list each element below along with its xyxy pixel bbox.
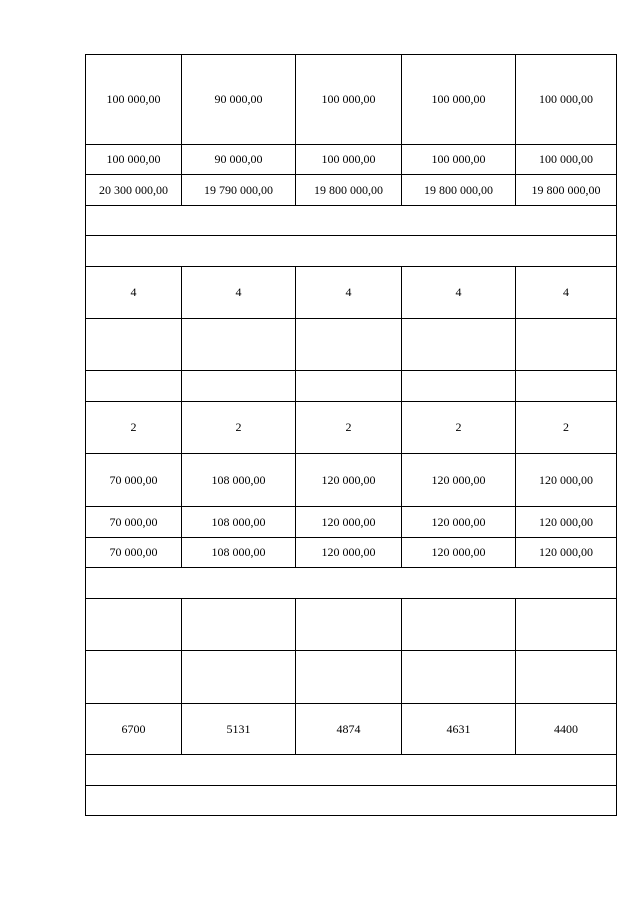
table-cell <box>182 651 296 704</box>
table-cell: 19 800 000,00 <box>516 175 617 206</box>
table-row <box>86 206 617 236</box>
table-cell: 108 000,00 <box>182 454 296 507</box>
table-cell: 2 <box>296 402 402 454</box>
table-row <box>86 704 617 755</box>
table-cell <box>402 599 516 651</box>
table-cell: 120 000,00 <box>516 538 617 568</box>
table-row <box>86 568 617 599</box>
table-cell: 100 000,00 <box>296 55 402 145</box>
table-cell: 120 000,00 <box>402 454 516 507</box>
table-cell <box>86 651 182 704</box>
table-cell: 4 <box>402 267 516 319</box>
table-cell: 100 000,00 <box>86 145 182 175</box>
table-cell <box>516 319 617 371</box>
table-cell: 70 000,00 <box>86 538 182 568</box>
table-cell-merged <box>86 786 617 816</box>
table-row <box>86 538 617 568</box>
table-cell <box>296 599 402 651</box>
table-cell: 90 000,00 <box>182 145 296 175</box>
table-cell <box>296 651 402 704</box>
table-cell: 70 000,00 <box>86 454 182 507</box>
table-cell: 4 <box>516 267 617 319</box>
table-cell <box>182 371 296 402</box>
table-cell: 2 <box>516 402 617 454</box>
table-cell: 100 000,00 <box>516 55 617 145</box>
table-cell: 2 <box>402 402 516 454</box>
table-cell: 100 000,00 <box>296 145 402 175</box>
data-table <box>85 54 617 816</box>
table-cell: 4 <box>182 267 296 319</box>
table-cell <box>86 319 182 371</box>
table-cell: 2 <box>86 402 182 454</box>
table-cell <box>86 599 182 651</box>
table-row <box>86 402 617 454</box>
table-row <box>86 755 617 786</box>
table-row <box>86 267 617 319</box>
table-row <box>86 236 617 267</box>
table-cell-merged <box>86 755 617 786</box>
table-cell <box>296 371 402 402</box>
table-cell: 19 800 000,00 <box>402 175 516 206</box>
table-cell: 120 000,00 <box>516 454 617 507</box>
table-cell <box>516 371 617 402</box>
table-cell: 70 000,00 <box>86 507 182 538</box>
table-cell <box>86 371 182 402</box>
table-cell-merged <box>86 206 617 236</box>
table-cell <box>182 599 296 651</box>
table-cell: 4 <box>296 267 402 319</box>
table-cell: 120 000,00 <box>296 507 402 538</box>
table-row <box>86 371 617 402</box>
table-cell <box>402 319 516 371</box>
table-cell: 120 000,00 <box>296 454 402 507</box>
table-cell: 108 000,00 <box>182 507 296 538</box>
table-cell-merged <box>86 568 617 599</box>
table-cell: 20 300 000,00 <box>86 175 182 206</box>
table-cell: 100 000,00 <box>402 145 516 175</box>
table-cell: 108 000,00 <box>182 538 296 568</box>
table-cell <box>402 651 516 704</box>
table-cell-merged <box>86 236 617 267</box>
table-cell: 4 <box>86 267 182 319</box>
table-cell: 4400 <box>516 704 617 755</box>
table-row <box>86 786 617 816</box>
table-row <box>86 454 617 507</box>
table-cell: 100 000,00 <box>86 55 182 145</box>
table-row <box>86 599 617 651</box>
table-cell <box>402 371 516 402</box>
table-cell: 4631 <box>402 704 516 755</box>
table-cell: 120 000,00 <box>516 507 617 538</box>
table-cell <box>296 319 402 371</box>
table-cell: 100 000,00 <box>402 55 516 145</box>
table-cell: 4874 <box>296 704 402 755</box>
table-cell: 2 <box>182 402 296 454</box>
table-row <box>86 507 617 538</box>
table-cell: 5131 <box>182 704 296 755</box>
table-row <box>86 175 617 206</box>
table-row <box>86 319 617 371</box>
table-cell: 19 790 000,00 <box>182 175 296 206</box>
table-cell: 100 000,00 <box>516 145 617 175</box>
table-cell <box>516 651 617 704</box>
table-row <box>86 651 617 704</box>
table-body <box>86 55 617 816</box>
table-cell: 120 000,00 <box>402 538 516 568</box>
table-row <box>86 145 617 175</box>
table-cell: 19 800 000,00 <box>296 175 402 206</box>
table-row <box>86 55 617 145</box>
table-cell: 6700 <box>86 704 182 755</box>
table-cell: 120 000,00 <box>402 507 516 538</box>
table-cell <box>182 319 296 371</box>
table-cell <box>516 599 617 651</box>
table-cell: 90 000,00 <box>182 55 296 145</box>
table-cell: 120 000,00 <box>296 538 402 568</box>
